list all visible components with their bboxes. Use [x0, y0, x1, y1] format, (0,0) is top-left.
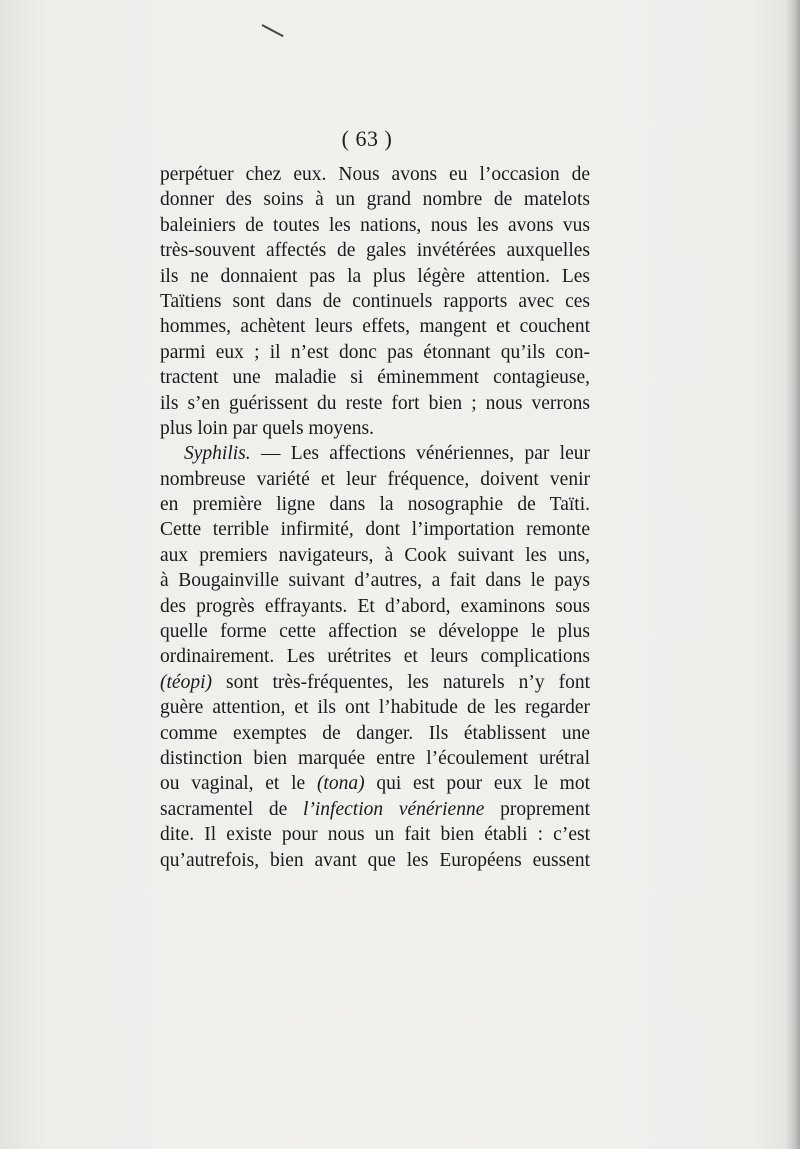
text-line: comme exemptes de danger. Ils établissent une: [160, 722, 590, 744]
text-line: distinction bien marquée entre l’écoulement urétral: [160, 747, 590, 769]
text-line: plus loin par quels moyens.: [160, 417, 374, 439]
text-line: nombreuse variété et leur fréquence, doivent venir: [160, 468, 590, 490]
page-edge-shadow: [786, 0, 800, 1149]
text-line: sacramentel de l’infection vénérienne proprement: [160, 798, 590, 820]
text-line: parmi eux ; il n’est donc pas étonnant qu’ils con-: [160, 341, 590, 363]
page-number: ( 63 ): [341, 126, 393, 151]
section-heading-syphilis: Syphilis.: [184, 443, 251, 465]
body-text: [160, 162, 590, 873]
ink-mark: [262, 24, 284, 37]
text-line: ils s’en guérissent du reste fort bien ; nous verrons: [160, 392, 590, 414]
text-line: aux premiers navigateurs, à Cook suivant les uns,: [160, 544, 590, 566]
text-line: Cette terrible infirmité, dont l’importation remonte: [160, 519, 590, 541]
text-line: Syphilis. — Les affections vénériennes, par leur: [184, 443, 590, 465]
text-line: en première ligne dans la nosographie de Taïti.: [160, 494, 590, 516]
text-line: hommes, achètent leurs effets, mangent et couchent: [160, 316, 590, 338]
text-line: à Bougainville suivant d’autres, a fait dans le pays: [160, 570, 590, 592]
text-line: Taïtiens sont dans de continuels rapports avec ces: [160, 290, 590, 312]
term-teopi: (téopi): [160, 671, 212, 693]
text-line: (téopi) sont très-fréquentes, les naturels n’y font: [160, 671, 590, 693]
text-line: guère attention, et ils ont l’habitude de les regarder: [160, 697, 590, 719]
term-infection: l’infection vénérienne: [302, 798, 485, 820]
text-line: perpétuer chez eux. Nous avons eu l’occasion de: [160, 164, 590, 185]
text-line: très-souvent affectés de gales invétérées auxquelles: [160, 240, 590, 262]
text-line: des progrès effrayants. Et d’abord, examinons sous: [160, 595, 590, 617]
text-line: baleiniers de toutes les nations, nous les avons vus: [160, 214, 590, 236]
term-tona: (tona): [316, 773, 365, 795]
text-line: donner des soins à un grand nombre de matelots: [160, 189, 590, 211]
text-line: dite. Il existe pour nous un fait bien établi : c’est: [160, 824, 590, 846]
text-line: ordinairement. Les urétrites et leurs complications: [160, 646, 590, 668]
text-line: ou vaginal, et le (tona) qui est pour eux le mot: [160, 773, 590, 795]
text-line: ils ne donnaient pas la plus légère attention. Les: [160, 265, 590, 287]
text-line: quelle forme cette affection se développe le plus: [160, 621, 590, 643]
text-line: tractent une maladie si éminemment contagieuse,: [160, 367, 590, 389]
text-line: qu’autrefois, bien avant que les Européens eussent: [160, 849, 590, 871]
